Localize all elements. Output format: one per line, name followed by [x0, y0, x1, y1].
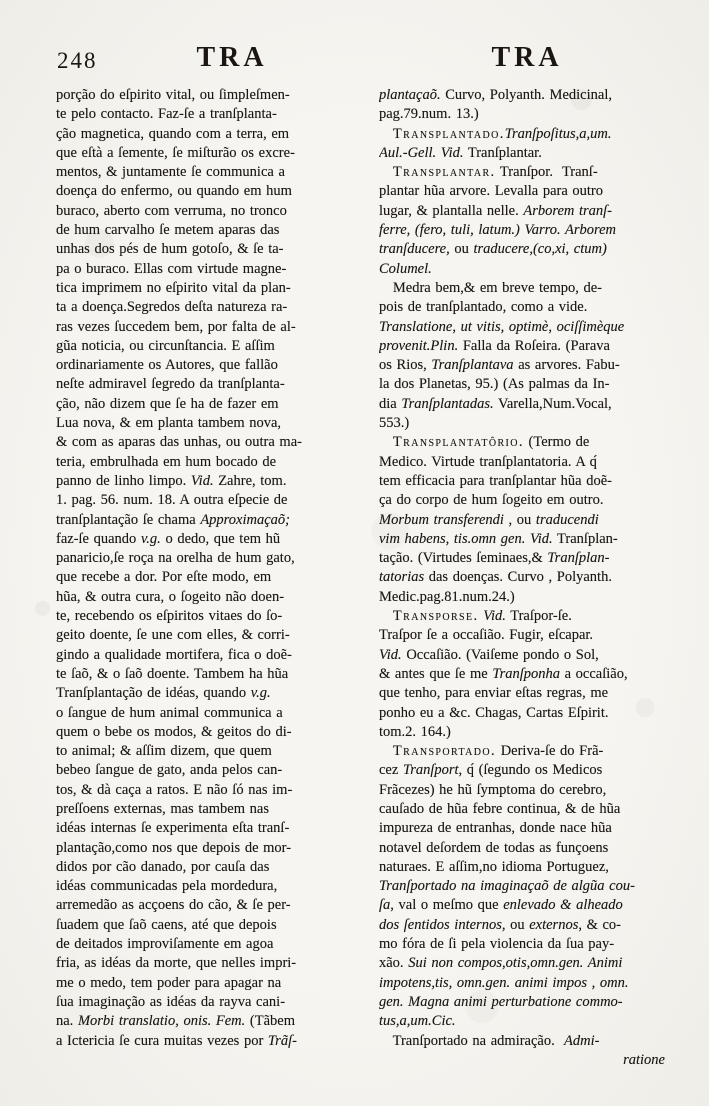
- text-line: fria, as idéas da morte, que nelles impri-: [56, 955, 297, 972]
- text-line: Transplantado.Tranſpoſitus,a,um.: [392, 125, 612, 142]
- text-line: ta a doença.Segredos deſta natureza ra-: [56, 299, 288, 316]
- text-line: te ſaõ, & o ſaõ doente. Tambem ha hũa: [56, 665, 289, 682]
- text-line: & com as aparas das unhas, ou outra ma-: [56, 434, 302, 451]
- text-line: naturaes. E aſſim,no idioma Portuguez,: [379, 858, 609, 875]
- text-line: Tranſportado na admiração. Admi-: [379, 1032, 600, 1049]
- text-line: pa o buraco. Ellas com virtude magne-: [56, 260, 287, 277]
- text-line: to animal; & aſſim dizem, que quem: [56, 743, 272, 760]
- text-line: te, recebendo os eſpiritos vitaes do ſo-: [56, 608, 283, 625]
- running-head-left: TRA: [196, 42, 268, 73]
- text-line: Vid. Occaſião. (Vaiſeme pondo o Sol,: [379, 646, 599, 663]
- text-line: notavel deſordem de todas as funçoens: [379, 839, 609, 856]
- text-line: tica imprimem no eſpirito vital da plan-: [56, 279, 291, 296]
- text-line: unhas dos pés de hum gotoſo, & ſe ta-: [56, 241, 284, 258]
- text-line: Transplantar. Tranſpor. Tranſ-: [392, 164, 598, 181]
- text-line: de hum carvalho ſe metem aparas das: [56, 222, 280, 239]
- text-line: plantação,como nos que depois de mor-: [56, 839, 292, 856]
- text-line: geito doente, ſe une com elles, & corri-: [56, 627, 290, 644]
- text-line: 1. pag. 56. num. 18. A outra eſpecie de: [56, 492, 288, 509]
- text-line: Columel.: [379, 260, 432, 277]
- text-line: na. Morbi translatio, onis. Fem. (Tãbem: [56, 1013, 295, 1030]
- text-line: te pelo contacto. Faz-ſe a tranſplanta-: [56, 106, 277, 123]
- page-number: 248: [57, 48, 98, 73]
- text-line: plantaçaõ. Curvo, Polyanth. Medicinal,: [379, 87, 612, 103]
- text-line: ferre, (fero, tuli, latum.) Varro. Arborem: [379, 222, 616, 239]
- text-line: panaricio,ſe roça na orelha de hum gato,: [56, 550, 295, 567]
- text-line: Frãcezes) he hũ ſymptoma do cerebro,: [379, 781, 607, 798]
- text-line: doença do enfermo, ou quando em hum: [56, 183, 292, 200]
- text-line: pois de tranſplantado, como a vide.: [379, 299, 588, 316]
- text-line: didos por cão danado, por cauſa das: [56, 858, 270, 875]
- running-head-right: TRA: [491, 42, 563, 73]
- text-line: ordinariamente os Autores, que fallão: [56, 357, 278, 374]
- text-line: gũa noticia, ou circunſtancia. E aſſim: [56, 337, 275, 354]
- text-line: idéas internas ſe experimenta eſta tranſ-: [56, 820, 290, 837]
- text-line: tos, & dà caça a ratos. E não ſó nas im-: [56, 781, 293, 798]
- text-line: ras vezes ſuccedem bem, por falta de al-: [56, 318, 296, 335]
- text-line: tação. (Virtudes ſeminaes,& Tranſplan-: [379, 550, 610, 567]
- text-line: ça do corpo de hum ſogeito em outro.: [379, 492, 604, 509]
- text-line: quem o bebe os modos, & geitos do di-: [56, 723, 292, 740]
- text-line: faz-ſe quando v.g. o dedo, que tem hũ: [56, 530, 281, 547]
- text-line: de deitados improviſamente em agoa: [56, 936, 274, 953]
- text-line: 553.): [379, 415, 410, 432]
- text-line: Traſpor ſe a occaſião. Fugir, eſcapar.: [379, 627, 594, 644]
- text-line: que tenho, para enviar eſtas regras, me: [379, 685, 609, 702]
- text-line: Tranſplantação de idéas, quando v.g.: [56, 685, 271, 702]
- text-line: Medic.pag.81.num.24.): [379, 588, 515, 605]
- text-line: tom.2. 164.): [379, 723, 451, 740]
- text-line: que eſtà a ſemente, ſe miſturão os excre-: [56, 144, 295, 161]
- text-line: tus,a,um.Cic.: [379, 1013, 456, 1030]
- text-line: panno de linho limpo. Vid. Zahre, tom.: [56, 472, 287, 489]
- text-line: ção, não dizem que ſe ha de fazer em: [56, 395, 279, 412]
- text-line: gindo a qualidade mortifera, fica o doẽ-: [56, 646, 292, 663]
- text-line: tem efficacia para tranſplantar hũa doẽ-: [379, 472, 612, 489]
- text-line: cez Tranſport, q́ (ſegundo os Medicos: [379, 762, 603, 779]
- text-line: pag.79.num. 13.): [379, 106, 479, 123]
- text-line: que recebe a dor. Por eſte modo, em: [56, 569, 272, 586]
- text-line: idéas communicadas pela mordedura,: [56, 878, 278, 895]
- text-line: provenit.Plin. Falla da Roſeira. (Parava: [379, 337, 610, 354]
- text-line: Translatione, ut vitis, optimè, ociſſimèque: [379, 318, 625, 335]
- text-line: porção do eſpirito vital, ou ſimpleſmen-: [56, 87, 290, 103]
- text-line: Medra bem,& em breve tempo, de-: [379, 279, 603, 296]
- text-line: & antes que ſe me Tranſponha a occaſião,: [379, 665, 628, 682]
- text-line: ſua imaginação as idéas da rayva cani-: [56, 993, 286, 1010]
- text-line: Aul.-Gell. Vid. Tranſplantar.: [379, 144, 542, 161]
- text-line: ponho eu a &c. Chagas, Cartas Eſpirit.: [379, 704, 609, 721]
- text-line: os Rios, Tranſplantava as arvores. Fabu-: [379, 357, 620, 374]
- text-line: arremedão as acçoens do cão, & ſe per-: [56, 897, 291, 914]
- text-line: plantar hũa arvore. Levalla para outro: [379, 183, 604, 200]
- text-line: o ſangue de hum animal communica a: [56, 704, 283, 721]
- text-line: xão. Sui non compos,otis,omn.gen. Animi: [379, 955, 623, 972]
- text-line: bebeo ſangue de gato, anda pelos can-: [56, 762, 283, 779]
- text-line: cauſado de hũa febre continua, & de hũa: [379, 800, 621, 817]
- text-line: la dos Planetas, 95.) (As palmas da In-: [379, 376, 610, 393]
- catchword-container: [379, 1051, 693, 1070]
- text-line: dia Tranſplantadas. Varella,Num.Vocal,: [379, 395, 612, 412]
- text-line: ção magnetica, quando com a terra, em: [56, 125, 290, 142]
- text-line: neſte admiravel ſegredo da tranſplanta-: [56, 376, 285, 393]
- text-line: tatorias das doenças. Curvo , Polyanth.: [379, 569, 612, 586]
- text-line: mo fóra de ſi pela violencia da ſua pay-: [379, 936, 615, 953]
- page-header: [0, 42, 709, 78]
- text-line: Transporse. Vid. Traſpor-ſe.: [392, 608, 572, 625]
- text-line: impotens,tis, omn.gen. animi impos , omn.: [379, 974, 629, 991]
- catchword: ratione: [623, 1052, 665, 1068]
- text-line: me o medo, tem poder para apagar na: [56, 974, 282, 991]
- text-line: Morbum transferendi , ou traducendi: [379, 511, 599, 528]
- text-line: Lua nova, & em planta tambem nova,: [56, 415, 282, 432]
- text-line: a Ictericia ſe cura muitas vezes por Trãſ-: [56, 1032, 297, 1049]
- text-line: teria, embrulhada em hum bocado de: [56, 453, 277, 470]
- text-line: dos ſentidos internos, ou externos, & co-: [379, 916, 622, 933]
- text-line: buraco, aberto com verruma, no tronco: [56, 202, 287, 219]
- text-line: preſſoens externas, mas tambem nas: [56, 800, 269, 817]
- text-line: Medico. Virtude tranſplantatoria. A q́: [379, 453, 597, 470]
- text-line: ſa, val o meſmo que enlevado & alheado: [379, 897, 623, 914]
- text-line: gen. Magna animi perturbatione commo-: [379, 993, 623, 1010]
- text-line: tranſplantação ſe chama Approximaçaõ;: [56, 511, 290, 528]
- text-line: mentos, & juntamente ſe communica a: [56, 164, 285, 181]
- text-line: Transportado. Deriva-ſe do Frã-: [392, 743, 604, 760]
- text-line: lugar, & plantalla nelle. Arborem tranſ-: [379, 202, 613, 219]
- text-column-right: [379, 86, 693, 1051]
- text-line: tranſducere, ou traducere,(co,xi, ctum): [379, 241, 607, 258]
- text-line: vim habens, tis.omn gen. Vid. Tranſplan-: [379, 530, 618, 547]
- text-line: Tranſportado na imaginaçaõ de algũa cou-: [379, 878, 635, 895]
- text-line: ſuadem que ſaõ caens, até que depois: [56, 916, 277, 933]
- text-line: Transplantatôrio. (Termo de: [392, 434, 590, 451]
- text-line: hũa, & outra cura, o ſogeito não doen-: [56, 588, 285, 605]
- text-column-left: [56, 86, 360, 1051]
- text-line: impureza de entranhas, donde nace hũa: [379, 820, 612, 837]
